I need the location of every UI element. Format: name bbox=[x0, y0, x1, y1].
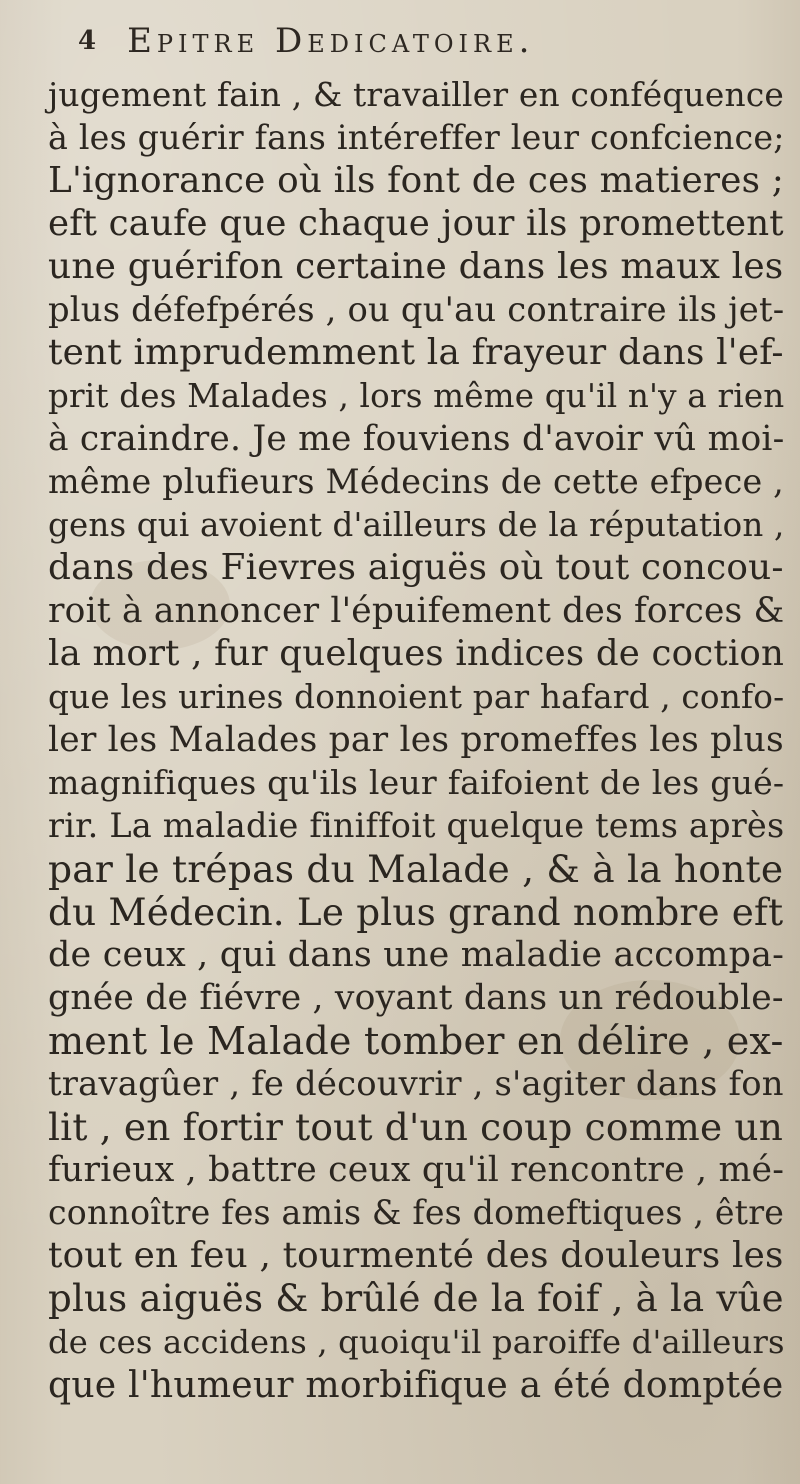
text-line: plus aiguës & brûlé de la foif , à la vûe bbox=[48, 1277, 784, 1320]
text-line: dans des Fievres aiguës où tout concou- bbox=[48, 547, 784, 588]
page-number: 4 bbox=[78, 26, 98, 56]
text-line: une guérifon certaine dans les maux les bbox=[48, 246, 784, 287]
text-line: jugement fain , & travailler en conféquence bbox=[48, 76, 785, 114]
text-line: prit des Malades , lors même qu'il n'y a rien bbox=[48, 377, 785, 415]
text-line: ment le Malade tomber en délire , ex- bbox=[48, 1019, 784, 1063]
text-line: connoître fes amis & fes domeftiques , être bbox=[48, 1193, 785, 1232]
text-line: à les guérir fans intéreffer leur confcience; bbox=[48, 118, 785, 157]
running-head bbox=[78, 18, 698, 64]
text-line: tent imprudemment la frayeur dans l'ef- bbox=[48, 332, 784, 373]
text-line: L'ignorance où ils font de ces matieres ; bbox=[48, 160, 785, 201]
text-line: la mort , fur quelques indices de coction bbox=[48, 633, 785, 674]
text-line: lit , en fortir tout d'un coup comme un bbox=[48, 1105, 784, 1149]
text-line: de ces accidens , quoiqu'il paroiffe d'ailleurs bbox=[48, 1323, 785, 1361]
text-line: plus défefpérés , ou qu'au contraire ils jet- bbox=[48, 290, 785, 329]
text-line: de ceux , qui dans une maladie accompa- bbox=[48, 935, 785, 975]
text-line: furieux , battre ceux qu'il rencontre , mé- bbox=[48, 1150, 785, 1190]
text-line: par le trépas du Malade , & à la honte bbox=[48, 847, 784, 891]
body-text bbox=[48, 70, 788, 1410]
text-line: tout en feu , tourmenté des douleurs les bbox=[48, 1235, 784, 1276]
text-line: même plufieurs Médecins de cette efpece , bbox=[48, 462, 784, 501]
text-line: travagûer , fe découvrir , s'agiter dans fon bbox=[48, 1064, 784, 1103]
text-line: que l'humeur morbifique a été domptée bbox=[48, 1363, 784, 1406]
text-line: eft caufe que chaque jour ils promettent bbox=[48, 203, 784, 244]
text-line: ler les Malades par les promeffes les plus bbox=[48, 720, 784, 760]
text-line: du Médecin. Le plus grand nombre eft bbox=[48, 890, 784, 934]
text-line: gnée de fiévre , voyant dans un rédouble- bbox=[48, 978, 784, 1018]
text-line: gens qui avoient d'ailleurs de la réputation , bbox=[48, 506, 785, 544]
text-line: que les urines donnoient par hafard , confo- bbox=[48, 678, 785, 716]
text-line: roit à annoncer l'épuifement des forces & bbox=[48, 591, 785, 631]
text-line: magnifiques qu'ils leur faifoient de les gué- bbox=[48, 763, 785, 802]
running-title: Epitre Dedicatoire. bbox=[127, 21, 535, 61]
text-line: rir. La maladie finiffoit quelque tems après bbox=[48, 806, 785, 845]
text-line: à craindre. Je me fouviens d'avoir vû moi- bbox=[48, 419, 785, 459]
